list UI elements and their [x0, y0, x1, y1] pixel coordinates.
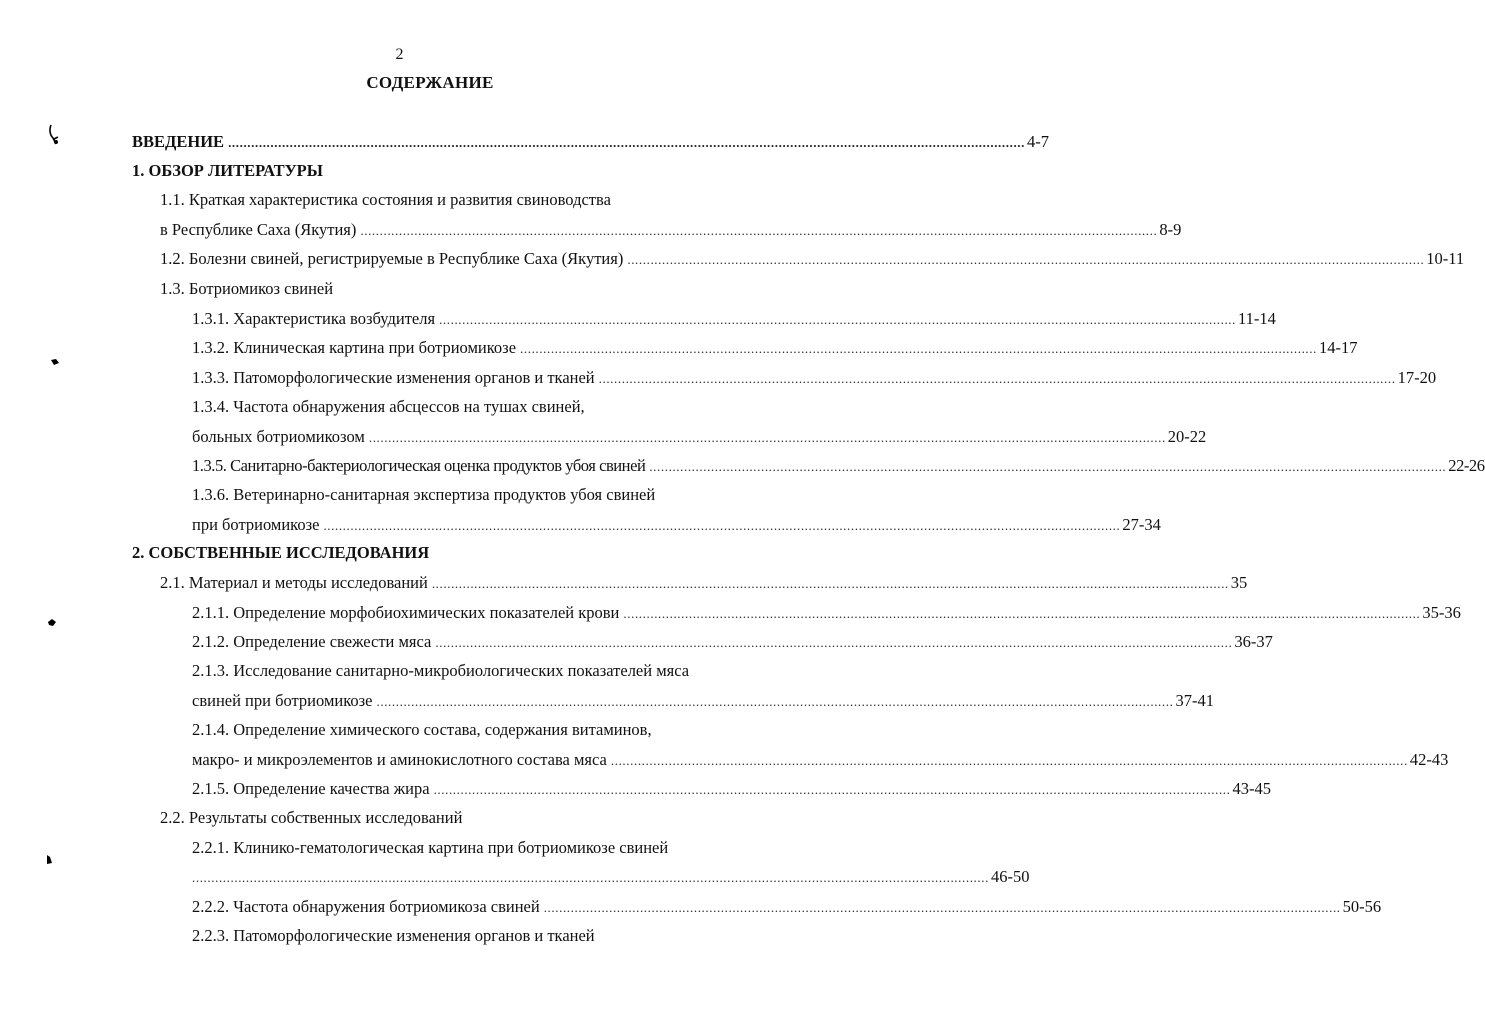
toc-entry-2-1-4-line2: макро- и микроэлементов и аминокислотного состава мяса ............................................................................................................................................................................................................... 42-43: [192, 749, 748, 771]
toc-entry-2-1: 2.1. Материал и методы исследований ............................................................................................................................................................................................................... 35: [160, 572, 740, 594]
toc-entry-2-2-1-line2: ............................................................................................................................................................................................................... 46-50: [192, 866, 748, 888]
dot-leader: ...............................................................................................................................................................................................................: [435, 635, 1233, 650]
dot-leader: ...............................................................................................................................................................................................................: [439, 312, 1237, 327]
scan-speck-3: [47, 618, 57, 631]
toc-entry-2-2-1-line1: 2.2.1. Клинико-гематологическая картина при ботриомикозе свиней: [192, 838, 669, 857]
dot-leader: ...............................................................................................................................................................................................................: [323, 518, 1121, 533]
dot-leader: ...............................................................................................................................................................................................................: [376, 694, 1174, 709]
page-number: 2: [395, 46, 404, 63]
scan-speck-1: [48, 124, 58, 146]
scan-speck-4: [44, 854, 54, 869]
toc-chapter-2: 2. СОБСТВЕННЫЕ ИССЛЕДОВАНИЯ: [132, 543, 430, 562]
toc-entry-1-3-6-line2: при ботриомикозе ............................................................................................................................................................................................................... 27-34: [192, 514, 748, 536]
dot-leader: ...............................................................................................................................................................................................................: [623, 606, 1421, 621]
toc-entry-1-3-3: 1.3.3. Патоморфологические изменения органов и тканей ............................................................................................................................................................................................................... 17-20: [192, 367, 748, 389]
toc-entry-1-1-line2: в Республике Саха (Якутия) ............................................................................................................................................................................................................... 8-9: [160, 219, 738, 241]
toc-entry-1-3-1: 1.3.1. Характеристика возбудителя ............................................................................................................................................................................................................... 11-14: [192, 308, 748, 330]
toc-entry-1-1-line1: 1.1. Краткая характеристика состояния и развития свиноводства: [160, 190, 611, 209]
toc-entry-2-1-5: 2.1.5. Определение качества жира ............................................................................................................................................................................................................... 43-45: [192, 778, 748, 800]
toc-entry-2-2: 2.2. Результаты собственных исследований: [160, 808, 463, 827]
dot-leader: ...............................................................................................................................................................................................................: [433, 782, 1231, 797]
dot-leader: ...............................................................................................................................................................................................................: [360, 223, 1158, 238]
dot-leader: ...............................................................................................................................................................................................................: [368, 430, 1166, 445]
toc-chapter-1: 1. ОБЗОР ЛИТЕРАТУРЫ: [132, 161, 323, 180]
toc-entry-1-3-4-line2: больных ботриомикозом ............................................................................................................................................................................................................... 20-22: [192, 426, 748, 448]
toc-entry-2-1-3-line2: свиней при ботриомикозе ............................................................................................................................................................................................................... 37-41: [192, 690, 748, 712]
toc-entry-2-1-2: 2.1.2. Определение свежести мяса ............................................................................................................................................................................................................... 36-37: [192, 631, 748, 653]
toc-entry-intro: ВВЕДЕНИЕ ............................................................................................................................................................................................................... 4-7: [132, 131, 738, 153]
toc-entry-2-1-4-line1: 2.1.4. Определение химического состава, содержания витаминов,: [192, 720, 652, 739]
document-title: СОДЕРЖАНИЕ: [366, 73, 494, 92]
dot-leader: ...............................................................................................................................................................................................................: [543, 900, 1341, 915]
toc-entry-1-2: 1.2. Болезни свиней, регистрируемые в Республике Саха (Якутия) ............................................................................................................................................................................................................... 10-11: [160, 248, 748, 270]
dot-leader: ...............................................................................................................................................................................................................: [192, 870, 989, 885]
toc-entry-1-3: 1.3. Ботриомикоз свиней: [160, 279, 334, 298]
toc-entry-1-3-4-line1: 1.3.4. Частота обнаружения абсцессов на тушах свиней,: [192, 397, 585, 416]
toc-entry-2-1-1: 2.1.1. Определение морфобиохимических показателей крови ............................................................................................................................................................................................................... 35-36: [192, 602, 748, 624]
dot-leader: ...............................................................................................................................................................................................................: [228, 135, 1026, 150]
toc-entry-2-1-3-line1: 2.1.3. Исследование санитарно-микробиологических показателей мяса: [192, 661, 690, 680]
toc-entry-2-2-3: 2.2.3. Патоморфологические изменения органов и тканей: [192, 926, 595, 945]
dot-leader: ...............................................................................................................................................................................................................: [610, 753, 1408, 768]
dot-leader: ...............................................................................................................................................................................................................: [520, 341, 1317, 356]
toc-entry-1-3-2: 1.3.2. Клиническая картина при ботриомикозе ............................................................................................................................................................................................................... 14-17: [192, 337, 748, 359]
dot-leader: ...............................................................................................................................................................................................................: [598, 371, 1396, 386]
dot-leader: ...............................................................................................................................................................................................................: [649, 459, 1447, 474]
toc-entry-1-3-5: 1.3.5. Санитарно-бактериологическая оценка продуктов убоя свиней ............................................................................................................................................................................................................... 22-26: [192, 455, 748, 477]
dot-leader: ...............................................................................................................................................................................................................: [431, 576, 1229, 591]
scan-speck-2: [50, 357, 60, 370]
toc-entry-1-3-6-line1: 1.3.6. Ветеринарно-санитарная экспертиза продуктов убоя свиней: [192, 485, 656, 504]
dot-leader: ...............................................................................................................................................................................................................: [627, 252, 1425, 267]
toc-entry-2-2-2: 2.2.2. Частота обнаружения ботриомикоза свиней ............................................................................................................................................................................................................... 50-56: [192, 896, 748, 918]
